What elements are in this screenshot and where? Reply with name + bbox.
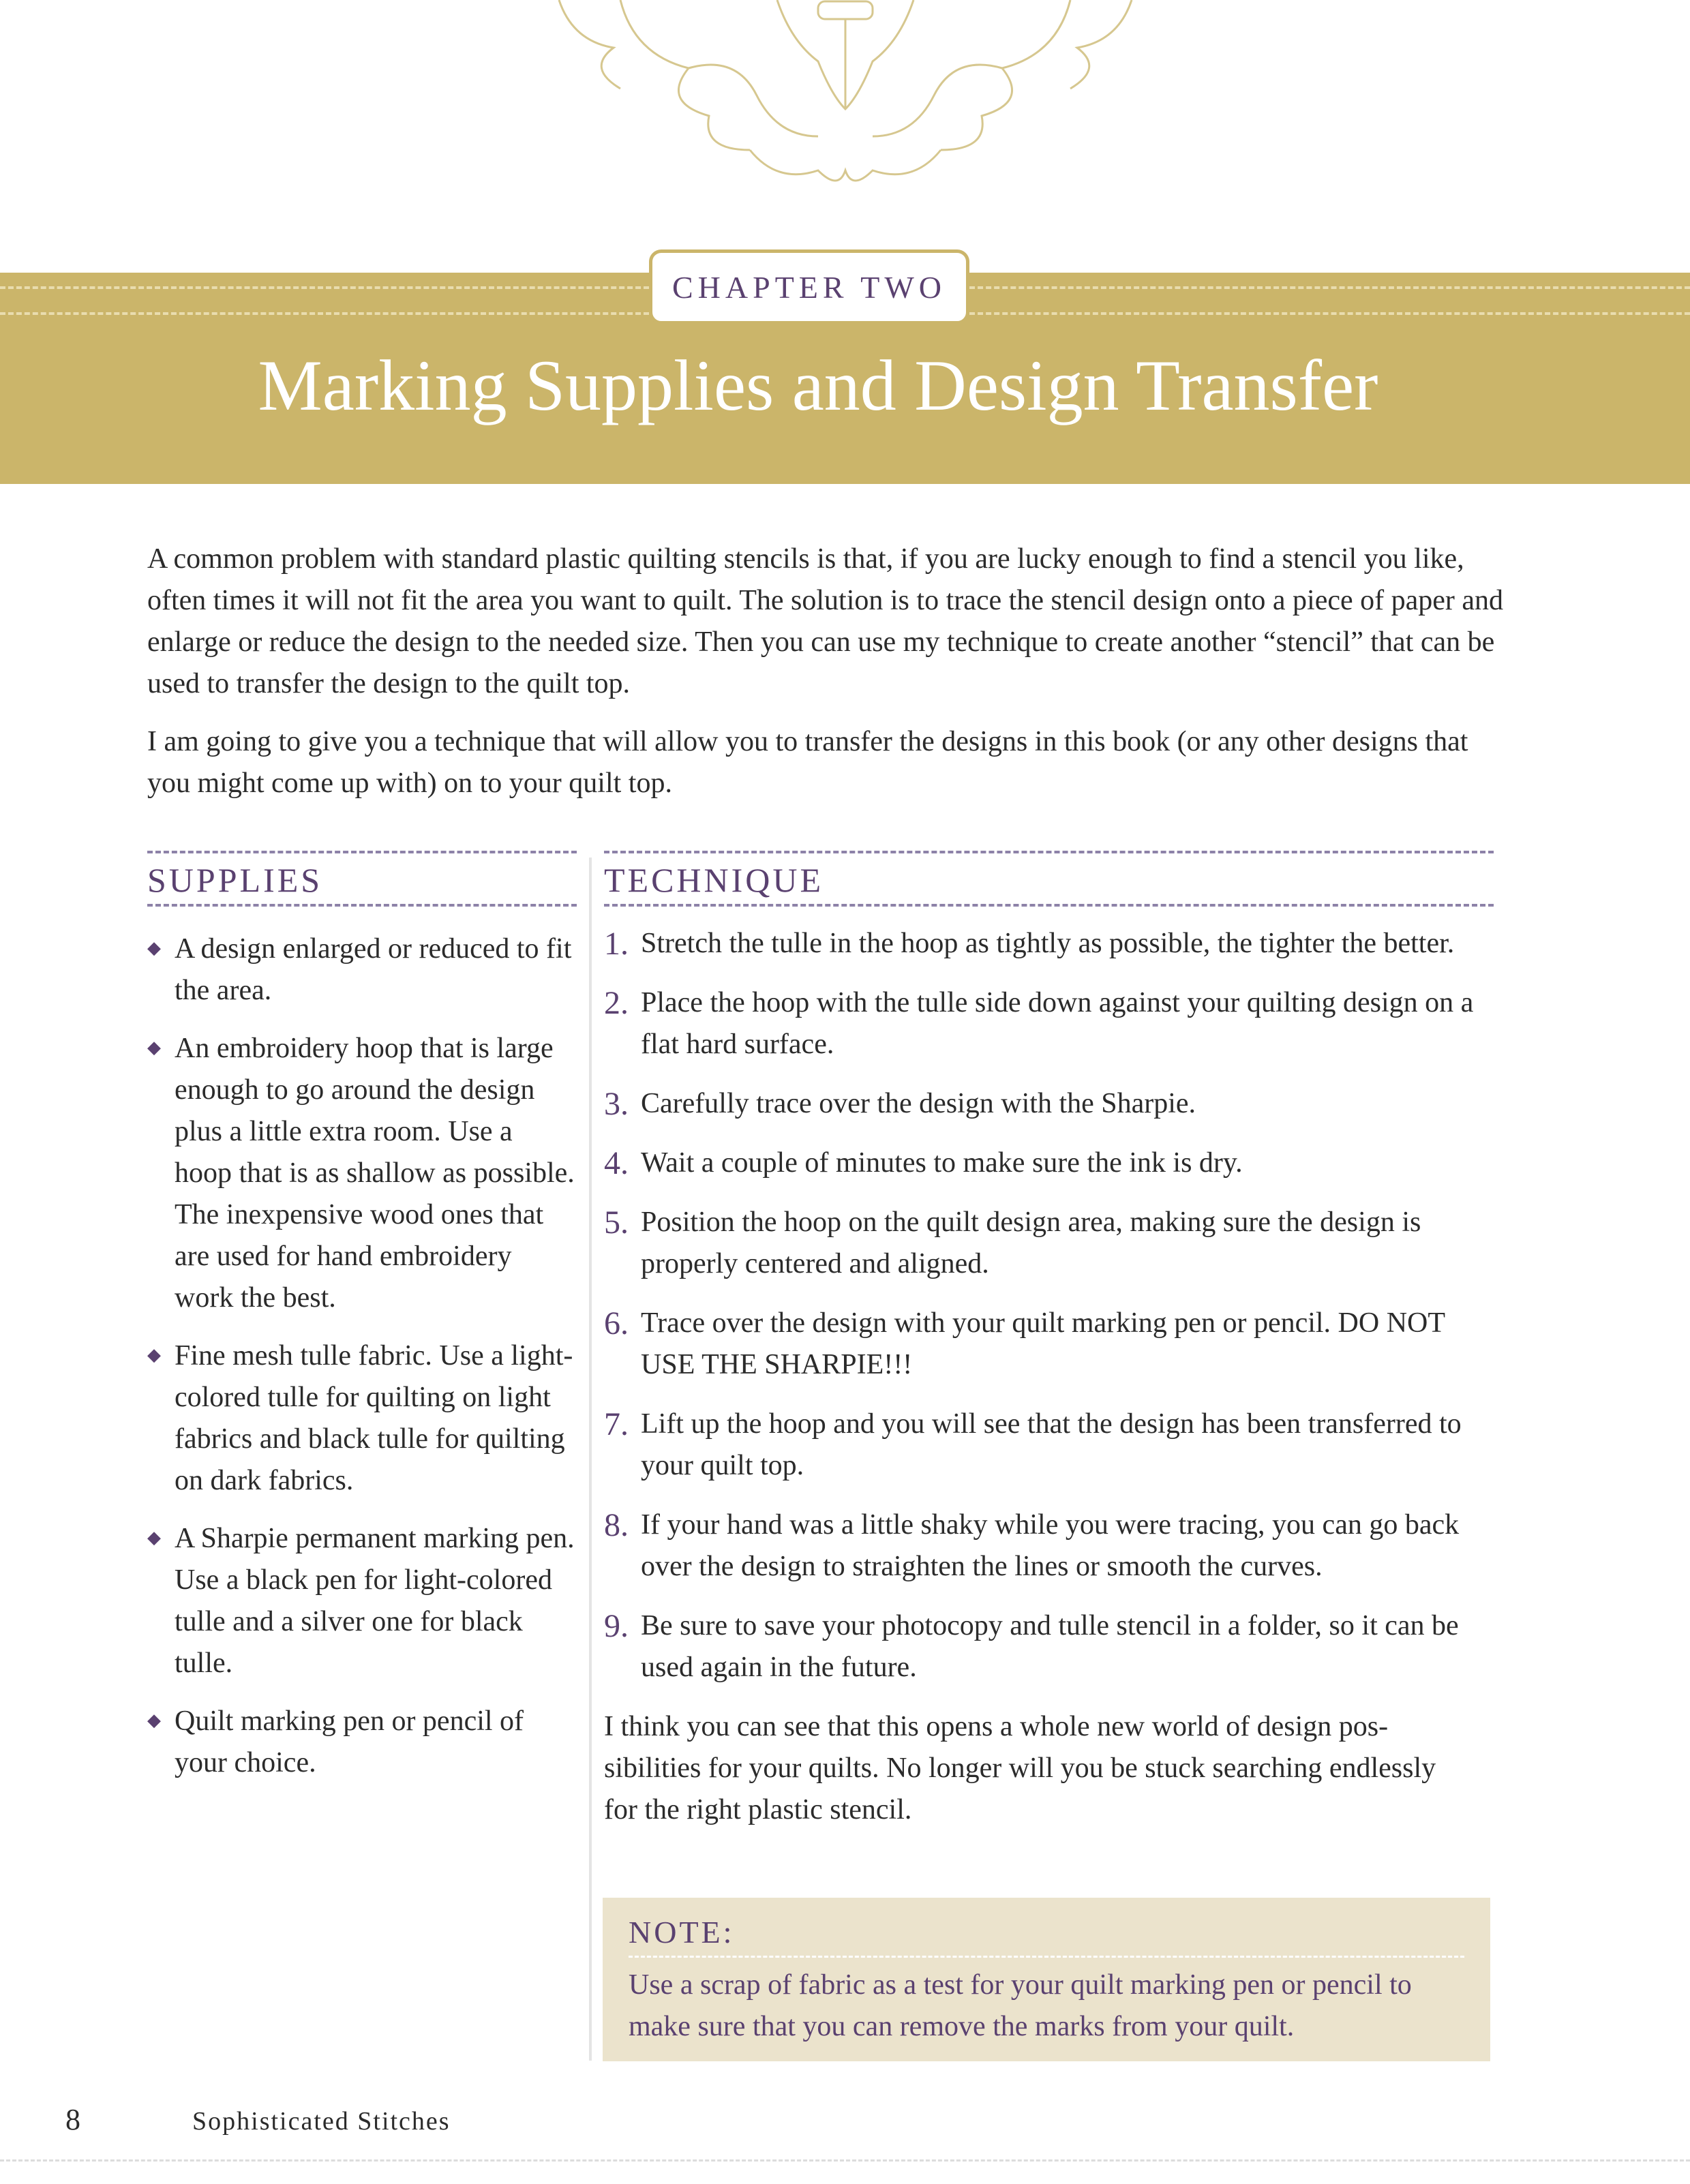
page-number: 8 bbox=[65, 2103, 80, 2136]
list-item bbox=[604, 1504, 1494, 1588]
list-item bbox=[147, 1518, 577, 1684]
step-text: Be sure to save your photocopy and tulle stencil in a folder, so it can be used again in the future. bbox=[641, 1610, 1459, 1683]
supply-text: A Sharpie permanent marking pen. Use a black pen for light-colored tulle and a silver one for black tulle. bbox=[175, 1523, 575, 1679]
feather-ornament bbox=[532, 0, 1159, 191]
diamond-bullet-icon: ◆ bbox=[147, 1345, 161, 1365]
step-number: 7. bbox=[604, 1406, 629, 1442]
step-text: Stretch the tulle in the hoop as tightly as possible, the tighter the better. bbox=[641, 928, 1455, 959]
closing-paragraph: I think you can see that this opens a whole new world of design pos-sibilities for your quilts. No longer will you be stuck searching endlessly for the right plastic stencil. bbox=[604, 1711, 1436, 1825]
list-item bbox=[147, 1335, 577, 1502]
list-item bbox=[604, 982, 1494, 1065]
list-item bbox=[604, 1142, 1494, 1184]
running-title: Sophisticated Stitches bbox=[192, 2107, 451, 2136]
step-number: 1. bbox=[604, 926, 629, 962]
step-text: Wait a couple of minutes to make sure the ink is dry. bbox=[641, 1147, 1243, 1179]
diamond-bullet-icon: ◆ bbox=[147, 1528, 161, 1547]
supplies-column bbox=[147, 851, 577, 1800]
step-number: 9. bbox=[604, 1608, 629, 1644]
supply-text: Fine mesh tulle fabric. Use a light-colored tulle for quilting on light fabrics and black tulle for quilting on dark fabrics. bbox=[175, 1340, 573, 1496]
step-text: Trace over the design with your quilt marking pen or pencil. DO NOT USE THE SHARPIE!!! bbox=[641, 1307, 1445, 1380]
list-item bbox=[147, 1028, 577, 1319]
technique-heading: TECHNIQUE bbox=[604, 851, 1494, 907]
intro-paragraph: I am going to give you a technique that will allow you to transfer the designs in this book (or any other designs that you might come up with) on to your quilt top. bbox=[147, 726, 1468, 799]
diamond-bullet-icon: ◆ bbox=[147, 1710, 161, 1730]
page-title: Marking Supplies and Design Transfer bbox=[258, 346, 1378, 425]
list-item bbox=[604, 1083, 1494, 1125]
step-text: Lift up the hoop and you will see that the design has been transferred to your quilt top. bbox=[641, 1408, 1462, 1481]
step-text: If your hand was a little shaky while you were tracing, you can go back over the design to straighten the lines or smooth the curves. bbox=[641, 1509, 1460, 1582]
note-text: Use a scrap of fabric as a test for your quilt marking pen or pencil to make sure that you can remove the marks from your quilt. bbox=[629, 1969, 1412, 2042]
step-number: 8. bbox=[604, 1507, 629, 1543]
supply-text: A design enlarged or reduced to fit the area. bbox=[175, 933, 572, 1006]
step-number: 5. bbox=[604, 1204, 629, 1241]
step-number: 3. bbox=[604, 1086, 629, 1122]
diamond-bullet-icon: ◆ bbox=[147, 938, 161, 958]
list-item bbox=[604, 1404, 1494, 1487]
chapter-label-text: CHAPTER TWO bbox=[672, 269, 946, 305]
list-item bbox=[604, 1605, 1494, 1688]
list-item bbox=[604, 1303, 1494, 1386]
step-text: Place the hoop with the tulle side down against your quilting design on a flat hard surface. bbox=[641, 987, 1474, 1060]
step-number: 6. bbox=[604, 1305, 629, 1341]
supplies-heading: SUPPLIES bbox=[147, 851, 577, 907]
list-item bbox=[604, 1202, 1494, 1285]
step-text: Carefully trace over the design with the Sharpie. bbox=[641, 1088, 1196, 1119]
list-item bbox=[604, 923, 1494, 965]
diamond-bullet-icon: ◆ bbox=[147, 1037, 161, 1057]
footer-rule bbox=[0, 2159, 1690, 2162]
supply-text: An embroidery hoop that is large enough to go around the design plus a little extra room. Use a hoop that is as shallow as possible. The inexpensive wood ones that are used for hand embroidery work the best. bbox=[175, 1033, 575, 1314]
list-item bbox=[147, 1701, 577, 1784]
step-number: 4. bbox=[604, 1145, 629, 1181]
intro-text bbox=[147, 539, 1518, 821]
intro-paragraph: A common problem with standard plastic quilting stencils is that, if you are lucky enough to find a stencil you like, often times it will not fit the area you want to quilt. The solution is to trace the stencil design onto a piece of paper and enlarge or reduce the design to the needed size. Then you can use my technique to create another “stencil” that can be used to transfer the design to the quilt top. bbox=[147, 543, 1504, 699]
chapter-label bbox=[649, 249, 969, 324]
banner-stitch-left bbox=[0, 286, 649, 315]
supplies-list bbox=[147, 928, 577, 1784]
list-item bbox=[147, 928, 577, 1012]
note-title: NOTE: bbox=[629, 1914, 1464, 1958]
step-text: Position the hoop on the quilt design area, making sure the design is properly centered and aligned. bbox=[641, 1207, 1421, 1279]
banner-stitch-right bbox=[969, 286, 1690, 315]
technique-steps bbox=[604, 923, 1494, 1688]
technique-column bbox=[604, 851, 1494, 1860]
supply-text: Quilt marking pen or pencil of your choice. bbox=[175, 1705, 524, 1778]
note-box bbox=[603, 1898, 1490, 2061]
step-number: 2. bbox=[604, 985, 629, 1021]
column-divider bbox=[589, 858, 592, 2061]
